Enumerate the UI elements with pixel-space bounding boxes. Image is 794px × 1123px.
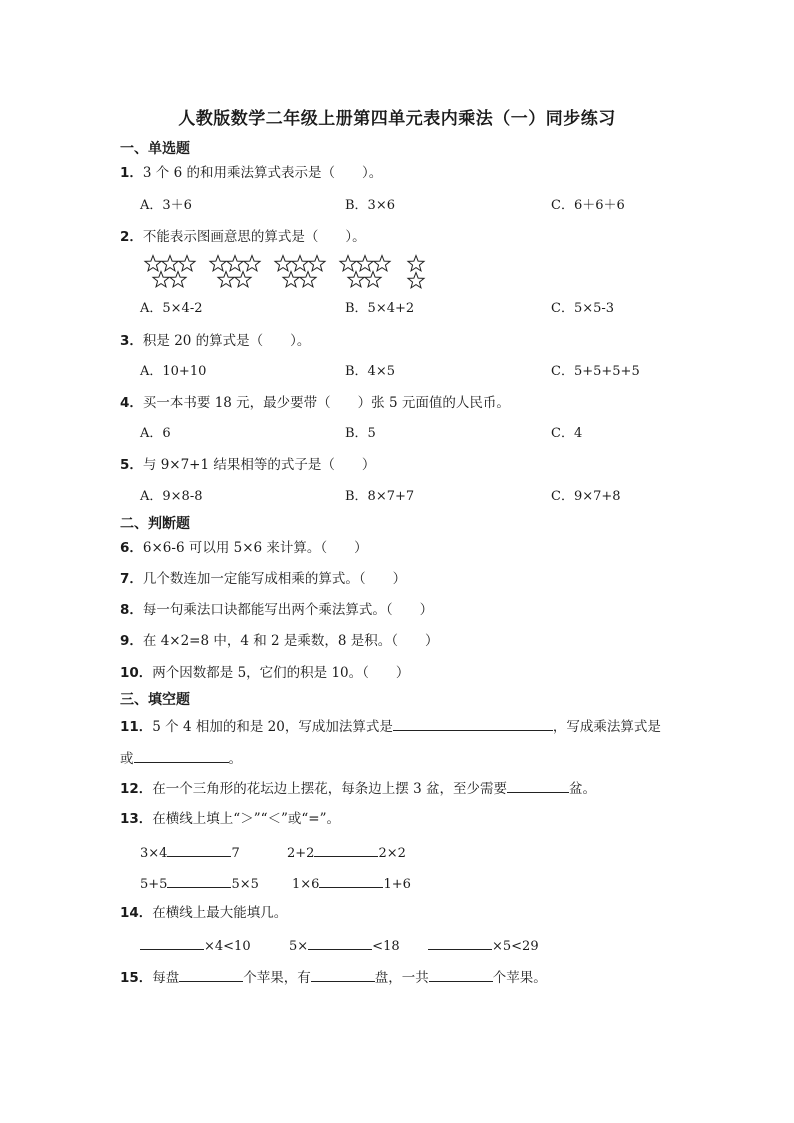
star-shape [210, 256, 226, 271]
question-12 [120, 777, 596, 799]
question-number: 1． [120, 165, 143, 181]
option-b[interactable]: B．5 [345, 426, 376, 441]
expression: <18 [372, 939, 400, 954]
option-b[interactable]: B．3×6 [345, 198, 395, 213]
star-shape [408, 256, 424, 271]
compare-item-2 [287, 841, 406, 864]
star-shape [235, 272, 251, 287]
option-c[interactable]: C．5+5+5+5 [551, 364, 640, 379]
question-text: 每一句乘法口诀都能写出两个乘法算式。（ ） [142, 602, 434, 618]
question-text: 在 4×2=8 中，4 和 2 是乘数，8 是积。（ ） [142, 633, 439, 649]
question-text: 盆。 [568, 781, 596, 797]
star-shape [309, 256, 325, 271]
question-number: 10． [120, 665, 153, 681]
option-c[interactable]: C．9×7+8 [551, 489, 621, 504]
star-shape [292, 256, 308, 271]
answer-blank[interactable] [134, 747, 229, 763]
answer-blank[interactable] [314, 841, 378, 857]
star-shape [162, 256, 178, 271]
question-text: 不能表示图画意思的算式是（ ）。 [142, 229, 366, 245]
star-shape [374, 256, 390, 271]
question-7 [120, 569, 406, 589]
answer-blank[interactable] [429, 966, 493, 982]
question-text: 积是 20 的算式是（ ）。 [142, 333, 311, 349]
question-number: 5． [120, 457, 143, 473]
question-text: 6×6-6 可以用 5×6 来计算。（ ） [142, 540, 368, 556]
expression-right: 2×2 [378, 846, 406, 861]
answer-blank[interactable] [308, 934, 372, 950]
question-text: 个苹果。 [492, 970, 547, 986]
question-number: 11． [120, 719, 153, 735]
answer-blank[interactable] [319, 872, 383, 888]
question-11 [120, 715, 661, 737]
question-number: 14． [120, 905, 153, 921]
question-text: 几个数连加一定能写成相乘的算式。（ ） [142, 571, 407, 587]
question-number: 3． [120, 333, 143, 349]
question-number: 13． [120, 811, 153, 827]
option-a[interactable]: A．6 [140, 426, 171, 441]
compare-item-3 [140, 872, 259, 895]
answer-blank[interactable] [167, 841, 231, 857]
option-a[interactable]: A．9×8-8 [140, 489, 203, 504]
question-text: 买一本书要 18 元，最少要带（ ）张 5 元面值的人民币。 [142, 395, 510, 411]
question-text: 在横线上最大能填几。 [152, 905, 288, 921]
star-shape [283, 272, 299, 287]
option-c[interactable]: C．5×5-3 [551, 301, 615, 316]
max-fill-item-1 [140, 934, 251, 957]
answer-blank[interactable] [428, 934, 492, 950]
star-shape [179, 256, 195, 271]
option-a[interactable]: A．5×4-2 [140, 301, 203, 316]
max-fill-item-2 [289, 934, 400, 957]
expression-left: 5+5 [140, 877, 168, 892]
question-number: 2． [120, 229, 143, 245]
question-number: 6． [120, 540, 143, 556]
star-shape [218, 272, 234, 287]
question-text: ，写成乘法算式是 [552, 719, 661, 735]
star-shape [340, 256, 356, 271]
option-a[interactable]: A．3＋6 [140, 198, 192, 213]
question-text: 盘，一共 [374, 970, 429, 986]
expression: 5× [289, 939, 309, 954]
answer-blank[interactable] [179, 966, 243, 982]
section-heading-single-choice: 一、单选题 [120, 141, 190, 157]
question-text: 5 个 4 相加的和是 20，写成加法算式是 [152, 719, 393, 735]
option-a[interactable]: A．10+10 [140, 364, 207, 379]
star-shape [357, 256, 373, 271]
star-shape [145, 256, 161, 271]
star-shape [348, 272, 364, 287]
question-text: 在一个三角形的花坛边上摆花，每条边上摆 3 盆，至少需要 [152, 781, 507, 797]
question-13 [120, 809, 340, 829]
question-text: 3 个 6 的和用乘法算式表示是（ ）。 [142, 165, 383, 181]
question-number: 9． [120, 633, 143, 649]
star-shape [408, 273, 424, 288]
star-shape [170, 272, 186, 287]
page-title: 人教版数学二年级上册第四单元表内乘法（一）同步练习 [178, 109, 616, 129]
question-number: 7． [120, 571, 143, 587]
section-heading-true-false: 二、判断题 [120, 516, 190, 532]
question-1 [120, 163, 382, 183]
question-text: 或 [120, 751, 134, 767]
expression-left: 1×6 [292, 877, 320, 892]
star-picture-svg [140, 252, 440, 294]
question-number: 12． [120, 781, 153, 797]
option-b[interactable]: B．8×7+7 [345, 489, 415, 504]
question-text: 两个因数都是 5，它们的积是 10。（ ） [152, 665, 410, 681]
answer-blank[interactable] [140, 934, 204, 950]
question-15 [120, 966, 547, 988]
star-shape [300, 272, 316, 287]
expression-right: 7 [231, 846, 240, 861]
expression-right: 5×5 [231, 877, 259, 892]
expression: ×4<10 [204, 939, 251, 954]
question-14 [120, 903, 287, 923]
option-b[interactable]: B．5×4+2 [345, 301, 415, 316]
max-fill-item-3 [428, 934, 539, 957]
question-text: 在横线上填上“＞”“＜”或“=”。 [152, 811, 341, 827]
star-shape [153, 272, 169, 287]
question-number: 15． [120, 970, 153, 986]
compare-item-1 [140, 841, 240, 864]
question-10 [120, 663, 409, 683]
question-2 [120, 227, 366, 247]
question-5 [120, 455, 375, 475]
question-8 [120, 600, 433, 620]
answer-blank[interactable] [311, 966, 375, 982]
star-shape [227, 256, 243, 271]
question-9 [120, 631, 439, 651]
compare-item-4 [292, 872, 411, 895]
expression-left: 3×4 [140, 846, 168, 861]
question-3 [120, 331, 310, 351]
question-text: 。 [228, 751, 242, 767]
question-text: 每盘 [152, 970, 180, 986]
expression-left: 2+2 [287, 846, 315, 861]
expression: ×5<29 [492, 939, 539, 954]
question-6 [120, 538, 368, 558]
option-b[interactable]: B．4×5 [345, 364, 395, 379]
section-heading-fill-in: 三、填空题 [120, 692, 190, 708]
answer-blank[interactable] [167, 872, 231, 888]
option-c[interactable]: C．4 [551, 426, 583, 441]
star-picture [140, 252, 440, 294]
question-4 [120, 393, 510, 413]
question-text: 个苹果，有 [243, 970, 311, 986]
option-c[interactable]: C．6＋6＋6 [551, 198, 625, 213]
answer-blank[interactable] [393, 715, 553, 731]
star-shape [244, 256, 260, 271]
question-text: 与 9×7+1 结果相等的式子是（ ） [142, 457, 376, 473]
question-number: 8． [120, 602, 143, 618]
star-shape [275, 256, 291, 271]
question-11-continued [120, 747, 242, 769]
expression-right: 1+6 [383, 877, 411, 892]
answer-blank[interactable] [507, 777, 569, 793]
question-number: 4． [120, 395, 143, 411]
star-shape [365, 272, 381, 287]
